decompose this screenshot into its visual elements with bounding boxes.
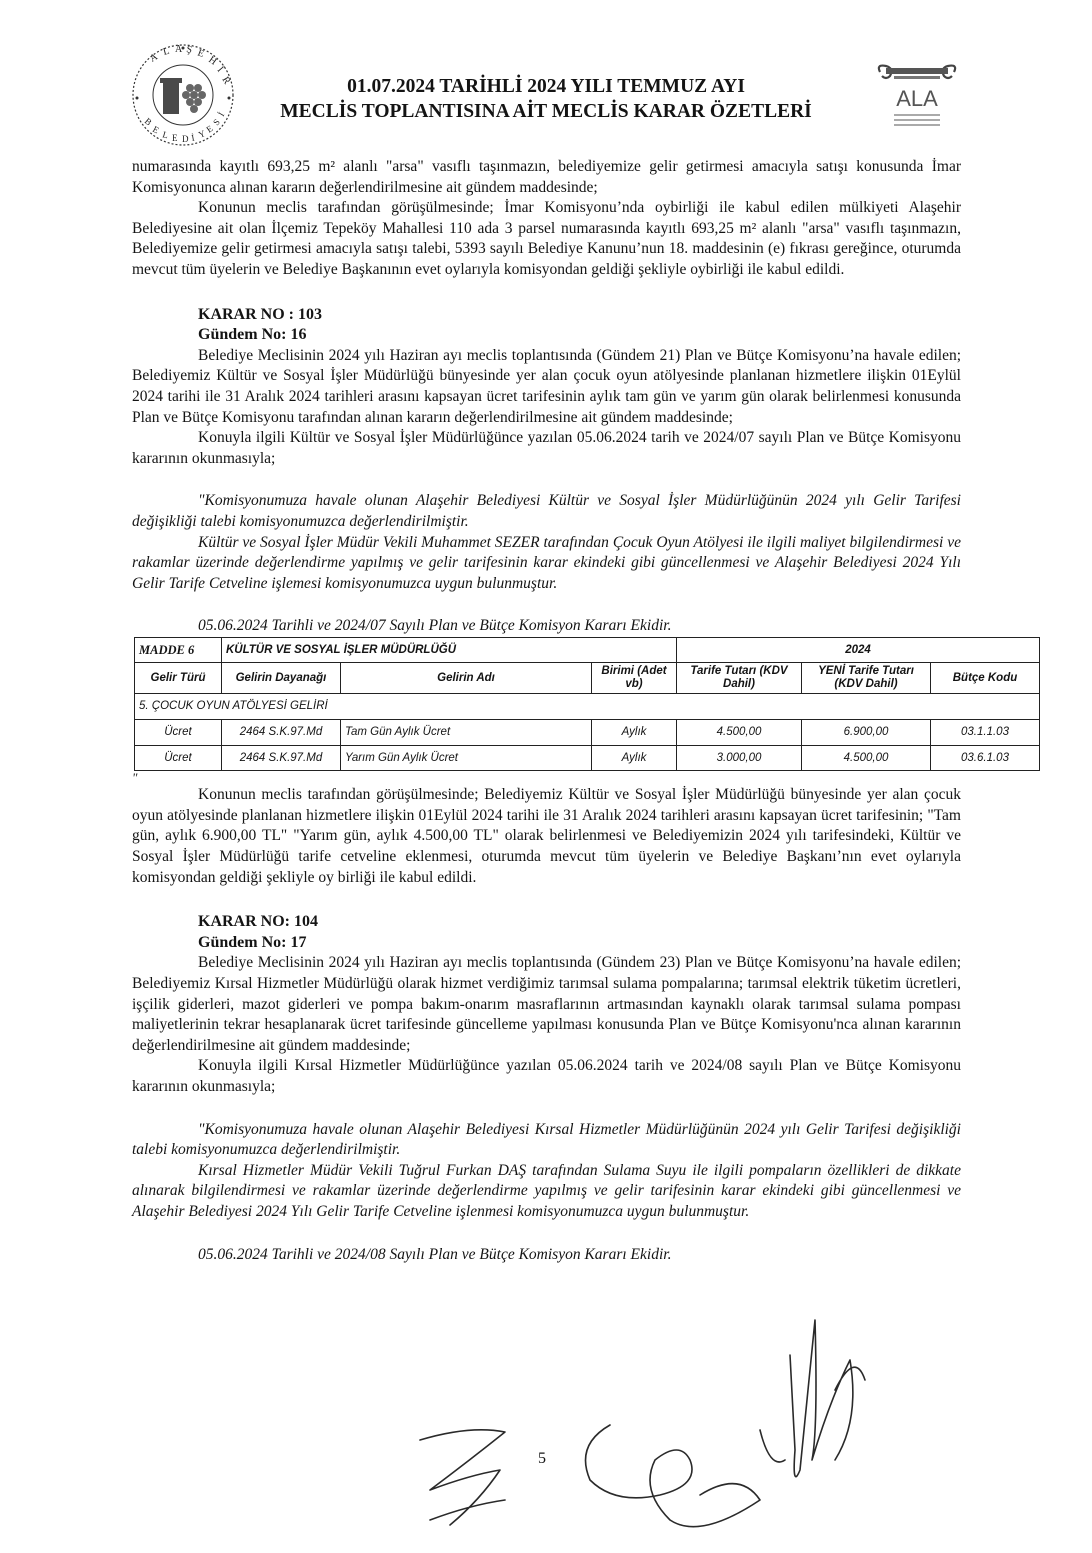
karar-103-paragraph-2: Konuyla ilgili Kültür ve Sosyal İşler Müdürlüğünce yazılan 05.06.2024 tarih ve 2024/07 sayılı Plan ve Bütçe Komisyonu kararının okunmasıyla; <box>132 429 961 467</box>
karar-103-gundem: Gündem No: 16 <box>198 326 307 344</box>
table-year: 2024 <box>677 637 1040 663</box>
table-cell: Tam Gün Aylık Ücret <box>341 720 592 746</box>
table-cell: Aylık <box>592 720 677 746</box>
col-birimi: Birimi (Adet vb) <box>592 663 677 694</box>
svg-text:E: E <box>195 47 206 60</box>
header-line-1: 01.07.2024 TARİHLİ 2024 YILI TEMMUZ AYI <box>347 76 745 97</box>
signature-3 <box>760 1320 865 1477</box>
table-close-quote: " <box>132 770 138 786</box>
karar-103-paragraph-3: Konunun meclis tarafından görüşülmesinde; Belediyemiz Kültür ve Sosyal İşler Müdürlüğü bünyesinde yer alan çocuk oyun atölyesinde planlanan hizmetlere ilişkin 01Eylül 2024 tarihi ile 31 Aralık 2024 tarihleri arasını kapsayan ücret tarifesinin; "Tam gün, aylık 6.900,00 TL" "Yarım gün, aylık 4.500,00 TL" olarak belirlenmesi ve Belediyemizin 2024 yılı tarifesindeki, Kültür ve Sosyal İşler Müdürlüğü tarife cetveline eklenmesi, oturumda mevcut tüm üyelerin ve Belediye Başkanı’nın evet oylarıyla komisyondan geldiği şekliyle oy birliği ile kabul edildi. <box>132 786 961 886</box>
karar-103-quote-1: "Komisyonumuza havale olunan Alaşehir Belediyesi Kültür ve Sosyal İşler Müdürlüğünün 2024 yılı Gelir Tarifesi değişikliği talebi komisyonumuzca değerlendirilmiştir. <box>132 492 961 530</box>
table-cell: Ücret <box>135 720 222 746</box>
col-gelir-turu: Gelir Türü <box>135 663 222 694</box>
table-section-row: 5. ÇOCUK OYUN ATÖLYESİ GELİRİ <box>135 694 1040 720</box>
karar-104-quote-1: "Komisyonumuza havale olunan Alaşehir Belediyesi Kırsal Hizmetler Müdürlüğünün 2024 yılı Gelir Tarifesi değişikliği talebi komisyonumuzca değerlendirilmiştir. <box>132 1120 961 1159</box>
header-line-2: MECLİS TOPLANTISINA AİT MECLİS KARAR ÖZETLERİ <box>280 101 812 122</box>
svg-text:L: L <box>161 45 171 58</box>
svg-text:A: A <box>148 51 160 65</box>
table-cell: 03.6.1.03 <box>931 745 1040 771</box>
col-tarife-tutari: Tarife Tutarı (KDV Dahil) <box>677 663 802 694</box>
karar-103-table-note: 05.06.2024 Tarihli ve 2024/07 Sayılı Plan ve Bütçe Komisyon Kararı Ekidir. <box>198 617 672 635</box>
svg-text:D: D <box>182 134 189 144</box>
svg-text:H: H <box>206 54 219 68</box>
intro-paragraph-2: Konunun meclis tarafından görüşülmesinde; İmar Komisyonu’nda oybirliği ile kabul edilen mülkiyeti Alaşehir Belediyesine ait olan İlçemiz Tepeköy Mahallesi 110 ada 3 parsel numarasında kayıtlı 693,25 m² alanlı "arsa" vasıflı taşınmazın, Belediyemize gelir getirmesi amacıyla satışı talebi, 5393 sayılı Belediye Kanunu’nun 18. maddesinin (e) fıkrası gereğince, oturumda mevcut tüm üyelerin ve Belediye Başkanının evet oylarıyla komisyondan geldiği şekliyle oybirliği ile kabul edildi. <box>132 199 961 278</box>
svg-text:A: A <box>175 44 183 55</box>
svg-text:E: E <box>204 123 215 135</box>
ala-column-logo <box>872 62 962 134</box>
table-cell: 03.1.1.03 <box>931 720 1040 746</box>
table-row <box>135 720 1040 746</box>
table-cell: Aylık <box>592 745 677 771</box>
table-mudurluk: KÜLTÜR VE SOSYAL İŞLER MÜDÜRLÜĞÜ <box>222 637 677 663</box>
svg-text:R: R <box>219 75 233 87</box>
document-header <box>240 74 852 124</box>
col-yeni-tarife-tutari: YENİ Tarife Tutarı (KDV Dahil) <box>802 663 931 694</box>
svg-text:E: E <box>172 133 178 143</box>
svg-text:İ: İ <box>190 132 196 143</box>
svg-text:Ş: Ş <box>185 44 193 56</box>
signature-2 <box>586 1425 761 1527</box>
table-cell: Ücret <box>135 745 222 771</box>
intro-paragraph-1: numarasında kayıtlı 693,25 m² alanlı "arsa" vasıflı taşınmazın, belediyemize gelir getirmesi amacıyla satışı konusunda İmar Komisyonunca alınan kararın değerlendirilmesine ait gündem maddesinde; <box>132 158 961 196</box>
table-cell: 4.500,00 <box>677 720 802 746</box>
svg-text:İ: İ <box>216 110 227 118</box>
signature-1 <box>420 1430 505 1525</box>
karar-103-title: KARAR NO : 103 <box>198 305 322 323</box>
karar-104-paragraph-2: Konuyla ilgili Kırsal Hizmetler Müdürlüğünce yazılan 05.06.2024 tarih ve 2024/08 sayılı Plan ve Bütçe Komisyonu kararının okunmasıyla; <box>132 1057 961 1095</box>
svg-text:B: B <box>142 115 154 128</box>
table-cell: 2464 S.K.97.Md <box>222 745 341 771</box>
col-gelirin-adi: Gelirin Adı <box>341 663 592 694</box>
table-madde: MADDE 6 <box>135 637 222 663</box>
table-cell: 2464 S.K.97.Md <box>222 720 341 746</box>
table-header-row <box>135 663 1040 694</box>
karar-103-quote-2: Kültür ve Sosyal İşler Müdür Vekili Muhammet SEZER tarafından Çocuk Oyun Atölyesi ile ilgili maliyet bilgilendirmesi ve rakamlar üzerinde değerlendirme yapılmış ve gelir tarifesinin karar ekindeki gibi güncellenmesi ve Alaşehir Belediyesi 2024 Yılı Gelir Tarife Cetveline işlemesi komisyonumuzca uygun bulunmuştur. <box>132 533 961 592</box>
page-number: 5 <box>538 1450 546 1467</box>
svg-text:İ: İ <box>214 64 226 75</box>
karar-104-table-note: 05.06.2024 Tarihli ve 2024/08 Sayılı Plan ve Bütçe Komisyon Kararı Ekidir. <box>198 1245 672 1263</box>
tarife-table <box>134 637 1040 771</box>
karar-104-title: KARAR NO: 104 <box>198 913 318 931</box>
karar-104-quote-2: Kırsal Hizmetler Müdür Vekili Tuğrul Furkan DAŞ tarafından Sulama Suyu ile ilgili pompaların özellikleri de dikkate alınarak bilgilendirmesi ve rakamlar üzerinde değerlendirme yapılmış ve gelir tarifesinin karar ekindeki gibi güncellenmesi ve Alaşehir Belediyesi 2024 Yılı Gelir Tarife Cetveline işlenmesi komisyonumuzca uygun bulunmuştur. <box>132 1161 961 1220</box>
table-cell: 4.500,00 <box>802 745 931 771</box>
svg-text:E: E <box>151 123 161 136</box>
svg-text:S: S <box>211 116 222 128</box>
svg-text:ALA: ALA <box>896 86 938 111</box>
table-cell: 6.900,00 <box>802 720 931 746</box>
svg-text:L: L <box>161 129 170 141</box>
table-cell: Yarım Gün Aylık Ücret <box>341 745 592 771</box>
karar-104-paragraph-1: Belediye Meclisinin 2024 yılı Haziran ayı meclis toplantısında (Gündem 23) Plan ve Bütçe Komisyonu’na havale edilen; Belediyemiz Kırsal Hizmetler Müdürlüğü olarak hizmet verdiğimiz tarımsal sulama pompalarına; tarımsal elektrik tüketim ücretleri, işçilik giderleri, mazot giderleri ve pompa bakım-onarım masraflarının artmasından kaynaklı olarak tarımsal sulama pompası maliyetlerinin tekrar hesaplanarak ücret tarifesinde güncelleme yapılması konusunda Plan ve Bütçe Komisyonu'nca alınan kararının değerlendirilmesine ait gündem maddesinde; <box>132 954 961 1054</box>
document-body <box>132 157 1018 1265</box>
svg-text:Y: Y <box>197 128 207 140</box>
table-cell: 3.000,00 <box>677 745 802 771</box>
karar-104-gundem: Gündem No: 17 <box>198 933 307 951</box>
table-row <box>135 745 1040 771</box>
col-gelirin-dayanagi: Gelirin Dayanağı <box>222 663 341 694</box>
karar-103-paragraph-1: Belediye Meclisinin 2024 yılı Haziran ayı meclis toplantısında (Gündem 21) Plan ve Bütçe Komisyonu’na havale edilen; Belediyemiz Kültür ve Sosyal İşler Müdürlüğü bünyesinde yer alan çocuk oyun atölyesinde planlanan hizmetlere ilişkin 01Eylül 2024 tarihi ile 31 Aralık 2024 tarihleri arasını kapsayan ücret tarifesinin aylık tam gün ve yarım gün olarak belirlenmesi konusunda Plan ve Bütçe Komisyonu tarafından alınan kararın değerlendirilmesine ait gündem maddesinde; <box>132 346 961 426</box>
alasehir-belediyesi-seal <box>130 42 236 148</box>
col-butce-kodu: Bütçe Kodu <box>931 663 1040 694</box>
